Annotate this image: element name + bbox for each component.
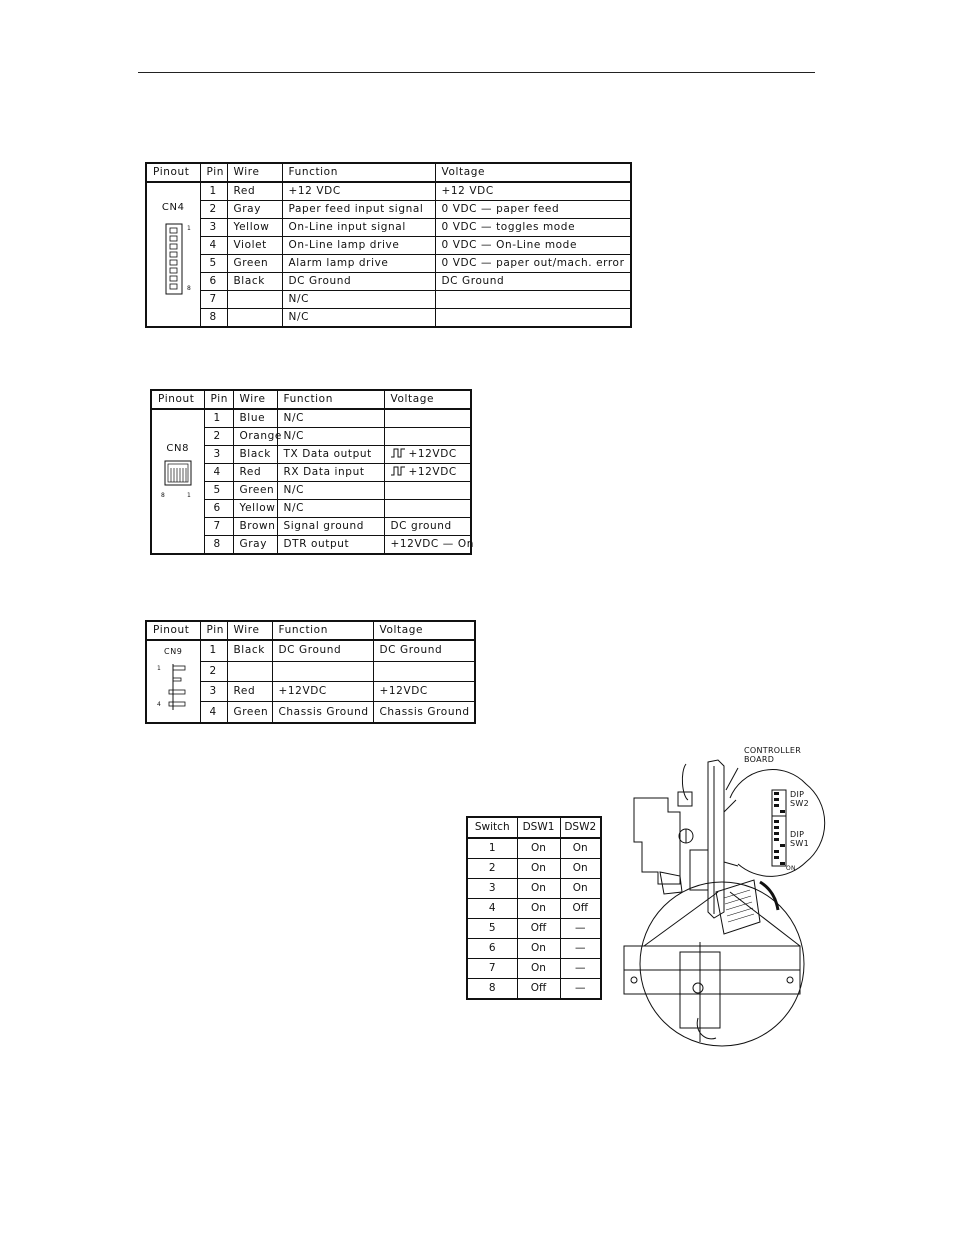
- pin-label: 1: [187, 225, 192, 232]
- function-cell: [272, 661, 373, 681]
- switch-cell: 6: [467, 939, 517, 959]
- wire-cell: Yellow: [233, 500, 277, 518]
- wire-cell: Green: [227, 702, 272, 723]
- table-header-row: [146, 163, 631, 182]
- switch-cell: 8: [467, 979, 517, 1000]
- function-cell: Paper feed input signal: [282, 201, 435, 219]
- wire-cell: Red: [227, 182, 282, 201]
- header-voltage: Voltage: [384, 390, 471, 409]
- pin-cell: 2: [200, 661, 227, 681]
- dsw1-cell: Off: [517, 979, 560, 1000]
- voltage-cell: [384, 464, 471, 482]
- table-header-row: [146, 621, 475, 640]
- wire-cell: Yellow: [227, 219, 282, 237]
- voltage-cell: [384, 482, 471, 500]
- voltage-cell: [435, 309, 631, 328]
- voltage-cell: [384, 446, 471, 464]
- switch-cell: 1: [467, 838, 517, 859]
- wire-cell: Green: [233, 482, 277, 500]
- header-pin: Pin: [200, 163, 227, 182]
- cn4-pinout-table: [145, 162, 632, 328]
- label-line: BOARD: [744, 755, 775, 764]
- cn4-pinout-cell: [146, 182, 200, 327]
- cn4-connector-diagram: [151, 216, 195, 300]
- dsw2-cell: Off: [560, 899, 601, 919]
- wire-cell: Violet: [227, 237, 282, 255]
- cn9-pinout-cell: [146, 640, 200, 723]
- pin-cell: 6: [204, 500, 233, 518]
- function-cell: N/C: [277, 500, 384, 518]
- header-function: Function: [272, 621, 373, 640]
- switch-cell: 2: [467, 859, 517, 879]
- pin-cell: 5: [200, 255, 227, 273]
- on-label: ON: [786, 865, 796, 872]
- dsw2-cell: —: [560, 939, 601, 959]
- table-row: [146, 273, 631, 291]
- wire-cell: Gray: [233, 536, 277, 555]
- wire-cell: [227, 661, 272, 681]
- function-cell: N/C: [277, 482, 384, 500]
- table-row: [467, 879, 601, 899]
- connector-label: CN8: [166, 443, 190, 454]
- pin-cell: 1: [200, 640, 227, 661]
- cn8-pinout-table: [150, 389, 472, 555]
- pin-cell: 8: [200, 309, 227, 328]
- table-row: [151, 409, 471, 428]
- function-cell: DTR output: [277, 536, 384, 555]
- switch-cell: 5: [467, 919, 517, 939]
- controller-board-label: [744, 746, 801, 764]
- dip-switch-table: [466, 816, 602, 1000]
- function-cell: +12VDC: [272, 681, 373, 701]
- table-row: [146, 309, 631, 328]
- voltage-cell: DC ground: [384, 518, 471, 536]
- pin-cell: 4: [200, 702, 227, 723]
- header-voltage: Voltage: [373, 621, 475, 640]
- pin-cell: 7: [204, 518, 233, 536]
- controller-board-diagram: [620, 742, 820, 1054]
- cn8-connector-diagram: [156, 457, 200, 507]
- header-wire: Wire: [233, 390, 277, 409]
- table-row: [146, 219, 631, 237]
- function-cell: N/C: [282, 309, 435, 328]
- header-wire: Wire: [227, 621, 272, 640]
- header-function: Function: [277, 390, 384, 409]
- table-row: [467, 959, 601, 979]
- dip-sw2-label: [790, 790, 809, 808]
- label-line: SW2: [790, 799, 809, 808]
- dip-switch-levers: [774, 792, 785, 865]
- table-row: [146, 640, 475, 661]
- dsw2-cell: On: [560, 838, 601, 859]
- controller-board-drawing: [620, 742, 820, 1054]
- pin-label: 1: [186, 492, 192, 499]
- function-cell: TX Data output: [277, 446, 384, 464]
- function-cell: N/C: [277, 428, 384, 446]
- dsw1-cell: On: [517, 939, 560, 959]
- voltage-cell: 0 VDC — paper out/mach. error: [435, 255, 631, 273]
- dsw1-cell: Off: [517, 919, 560, 939]
- function-cell: N/C: [277, 409, 384, 428]
- pin-label: 8: [187, 285, 192, 292]
- wire-cell: Orange: [233, 428, 277, 446]
- table-row: [146, 291, 631, 309]
- pin-cell: 8: [204, 536, 233, 555]
- header-pinout: Pinout: [146, 163, 200, 182]
- function-cell: Alarm lamp drive: [282, 255, 435, 273]
- dsw2-cell: —: [560, 919, 601, 939]
- voltage-cell: [373, 661, 475, 681]
- label-line: SW1: [790, 839, 809, 848]
- table-row: [146, 237, 631, 255]
- wire-cell: Black: [233, 446, 277, 464]
- function-cell: +12 VDC: [282, 182, 435, 201]
- dip-sw1-label: [790, 830, 809, 848]
- function-cell: Signal ground: [277, 518, 384, 536]
- pin-cell: 2: [204, 428, 233, 446]
- dsw1-cell: On: [517, 879, 560, 899]
- voltage-cell: 0 VDC — toggles mode: [435, 219, 631, 237]
- dsw1-cell: On: [517, 838, 560, 859]
- voltage-cell: [435, 291, 631, 309]
- function-cell: DC Ground: [272, 640, 373, 661]
- function-cell: N/C: [282, 291, 435, 309]
- table-header-row: [467, 817, 601, 838]
- table-row: [146, 182, 631, 201]
- dsw2-cell: On: [560, 859, 601, 879]
- voltage-cell: DC Ground: [373, 640, 475, 661]
- wire-cell: Red: [233, 464, 277, 482]
- dsw2-cell: —: [560, 959, 601, 979]
- dsw2-cell: —: [560, 979, 601, 1000]
- header-wire: Wire: [227, 163, 282, 182]
- pin-cell: 4: [200, 237, 227, 255]
- pin-cell: 2: [200, 201, 227, 219]
- voltage-text: +12VDC: [408, 448, 457, 460]
- voltage-cell: [384, 409, 471, 428]
- switch-cell: 4: [467, 899, 517, 919]
- table-row: [467, 838, 601, 859]
- switch-cell: 7: [467, 959, 517, 979]
- wire-cell: Brown: [233, 518, 277, 536]
- table-row: [146, 255, 631, 273]
- voltage-cell: +12 VDC: [435, 182, 631, 201]
- pin-cell: 3: [204, 446, 233, 464]
- wire-cell: Gray: [227, 201, 282, 219]
- voltage-text: +12VDC: [408, 466, 457, 478]
- function-cell: DC Ground: [282, 273, 435, 291]
- pin-cell: 7: [200, 291, 227, 309]
- voltage-cell: 0 VDC — paper feed: [435, 201, 631, 219]
- header-pin: Pin: [200, 621, 227, 640]
- dsw2-cell: On: [560, 879, 601, 899]
- pin-cell: 6: [200, 273, 227, 291]
- header-rule: [138, 72, 815, 73]
- voltage-cell: +12VDC: [373, 681, 475, 701]
- table-row: [467, 919, 601, 939]
- header-dsw2: DSW2: [560, 817, 601, 838]
- pin-cell: 3: [200, 681, 227, 701]
- function-cell: On-Line input signal: [282, 219, 435, 237]
- wire-cell: Black: [227, 273, 282, 291]
- header-pin: Pin: [204, 390, 233, 409]
- wire-cell: Black: [227, 640, 272, 661]
- voltage-cell: +12VDC — On: [384, 536, 471, 555]
- pin-label: 1: [157, 665, 162, 672]
- wire-cell: Red: [227, 681, 272, 701]
- pin-cell: 4: [204, 464, 233, 482]
- voltage-cell: [384, 428, 471, 446]
- pin-cell: 3: [200, 219, 227, 237]
- header-dsw1: DSW1: [517, 817, 560, 838]
- pin-label: 4: [157, 701, 162, 708]
- wire-cell: [227, 309, 282, 328]
- voltage-cell: 0 VDC — On-Line mode: [435, 237, 631, 255]
- header-switch: Switch: [467, 817, 517, 838]
- table-header-row: [151, 390, 471, 409]
- function-cell: RX Data input: [277, 464, 384, 482]
- cn9-pinout-table: [145, 620, 476, 724]
- dsw1-cell: On: [517, 859, 560, 879]
- table-row: [467, 899, 601, 919]
- connector-label: CN9: [164, 647, 183, 656]
- table-row: [467, 859, 601, 879]
- dsw1-cell: On: [517, 959, 560, 979]
- pin-cell: 1: [204, 409, 233, 428]
- label-line: DIP: [790, 830, 805, 839]
- cn9-connector-diagram: [151, 660, 195, 716]
- pin-cell: 5: [204, 482, 233, 500]
- wire-cell: [227, 291, 282, 309]
- label-line: CONTROLLER: [744, 746, 802, 755]
- function-cell: Chassis Ground: [272, 702, 373, 723]
- header-function: Function: [282, 163, 435, 182]
- wire-cell: Blue: [233, 409, 277, 428]
- table-row: [146, 201, 631, 219]
- switch-cell: 3: [467, 879, 517, 899]
- wire-cell: Green: [227, 255, 282, 273]
- table-row: [467, 939, 601, 959]
- table-row: [467, 979, 601, 1000]
- header-pinout: Pinout: [151, 390, 204, 409]
- cn8-pinout-cell: [151, 409, 204, 554]
- square-wave-icon: [391, 466, 405, 476]
- header-voltage: Voltage: [435, 163, 631, 182]
- voltage-cell: [384, 500, 471, 518]
- voltage-cell: DC Ground: [435, 273, 631, 291]
- pin-cell: 1: [200, 182, 227, 201]
- dsw1-cell: On: [517, 899, 560, 919]
- pin-label: 8: [160, 492, 166, 499]
- header-pinout: Pinout: [146, 621, 200, 640]
- function-cell: On-Line lamp drive: [282, 237, 435, 255]
- voltage-cell: Chassis Ground: [373, 702, 475, 723]
- connector-label: CN4: [161, 202, 185, 213]
- label-line: DIP: [790, 790, 805, 799]
- square-wave-icon: [391, 448, 405, 458]
